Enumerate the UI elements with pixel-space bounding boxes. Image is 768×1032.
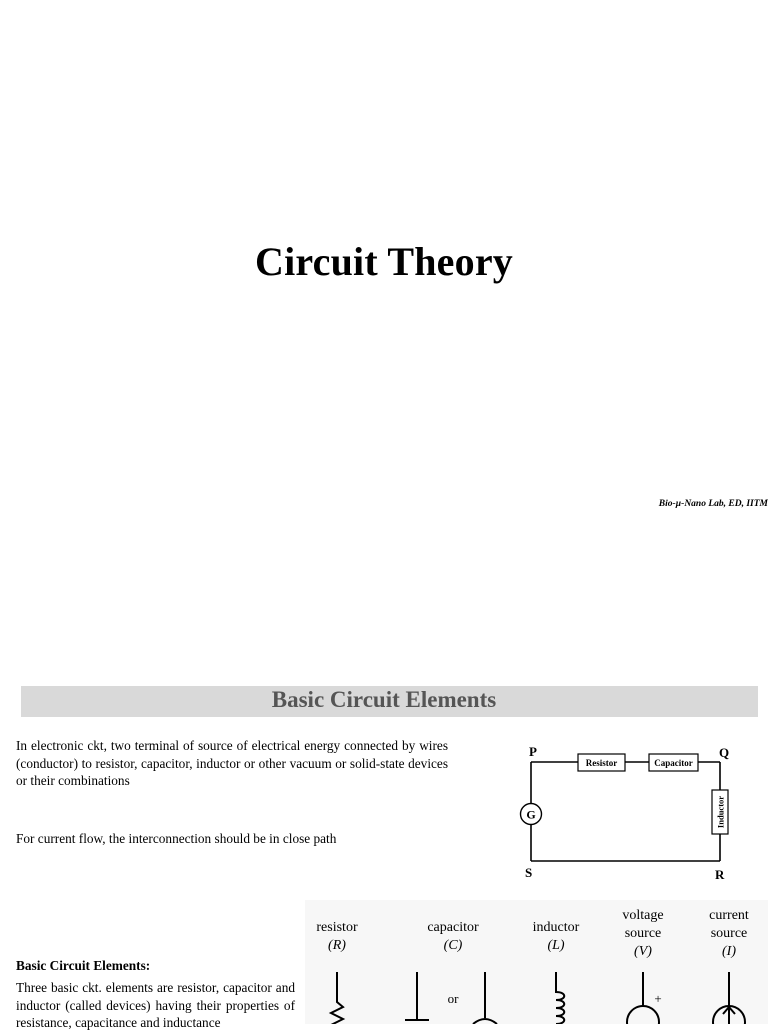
node-q: Q <box>719 745 730 760</box>
node-p: P <box>529 744 537 759</box>
capacitor-or: or <box>447 991 459 1006</box>
capacitor-name: capacitor <box>427 920 479 935</box>
galvanometer-symbol <box>521 804 542 825</box>
close-path-paragraph: For current flow, the interconnection should be in close path <box>16 831 337 846</box>
resistor-name: resistor <box>316 920 358 935</box>
circuit-diagram <box>505 738 745 888</box>
current-name-2: source <box>710 926 748 941</box>
voltage-name-1: voltage <box>622 908 664 923</box>
inductor-sym: (L) <box>547 938 565 953</box>
node-r: R <box>715 867 725 882</box>
current-sym: (I) <box>722 944 736 959</box>
elements-paragraph: Three basic ckt. elements are resistor, capacitor and inductor (called devices) having their properties of resistance, capacitance and inductance <box>16 980 295 1030</box>
section-heading: Basic Circuit Elements <box>271 687 497 712</box>
element-symbols <box>305 900 768 1024</box>
lab-credit: Bio-µ-Nano Lab, ED, IITM <box>658 499 768 509</box>
resistor-label: Resistor <box>585 758 618 768</box>
voltage-sym: (V) <box>634 944 652 959</box>
source-label: G <box>526 807 536 822</box>
voltage-name-2: source <box>624 926 662 941</box>
voltage-plus: + <box>654 991 662 1006</box>
intro-paragraph: In electronic ckt, two terminal of source of electrical energy connected by wires (conductor) to resistor, capacitor, inductor or other vacuum or solid-state devices or their combinations <box>16 738 448 788</box>
resistor-box <box>578 754 625 771</box>
symbols-background <box>305 900 768 1024</box>
current-name-1: current <box>709 908 749 923</box>
elements-heading: Basic Circuit Elements: <box>16 958 151 973</box>
capacitor-box <box>649 754 698 771</box>
inductor-name: inductor <box>532 920 580 935</box>
capacitor-sym: (C) <box>443 938 463 953</box>
capacitor-label: Capacitor <box>654 758 693 768</box>
slide-title: Circuit Theory <box>255 239 513 284</box>
resistor-sym: (R) <box>328 938 346 953</box>
inductor-label: Inductor <box>715 795 726 829</box>
node-s: S <box>525 865 533 880</box>
inductor-box <box>712 790 728 834</box>
